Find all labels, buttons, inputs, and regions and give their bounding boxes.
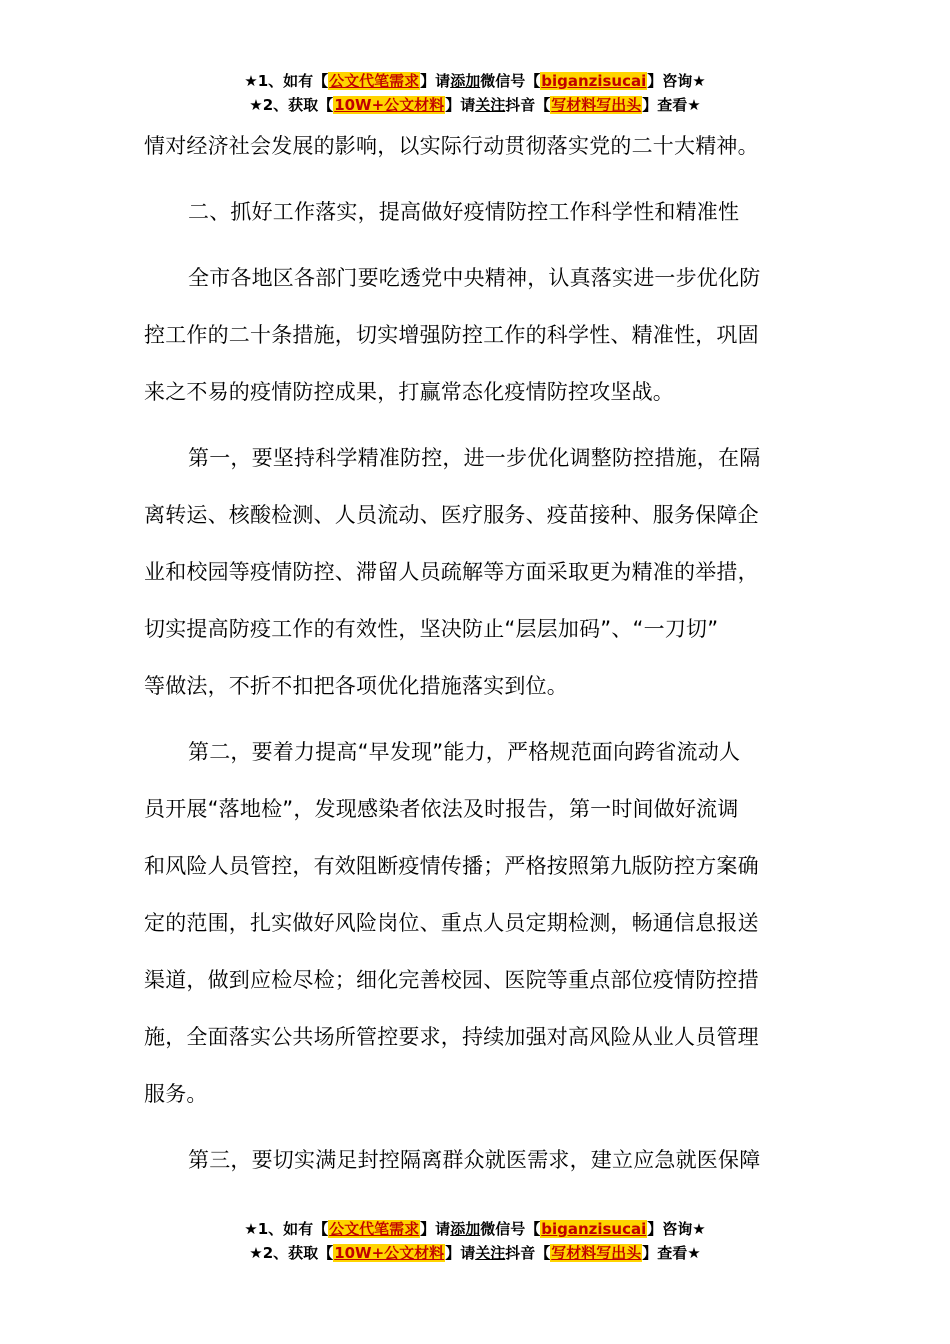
- banner-highlight: 公文代笔需求: [329, 72, 420, 90]
- banner-line-1: [0, 1217, 950, 1241]
- header-banner: [0, 69, 950, 117]
- document-body: [144, 118, 808, 1189]
- banner-text: 】请: [420, 72, 451, 90]
- banner-line-2: [0, 93, 950, 117]
- paragraph: [144, 430, 808, 715]
- text-line: 第三，要切实满足封控隔离群众就医需求，建立应急就医保障: [188, 1148, 761, 1172]
- banner-text: 微信号【: [480, 1220, 541, 1238]
- text-line: 来之不易的疫情防控成果，打赢常态化疫情防控攻坚战。: [144, 380, 674, 404]
- banner-highlight: 写材料写出头: [551, 1244, 642, 1262]
- text-line: 渠道，做到应检尽检；细化完善校园、医院等重点部位疫情防控措: [144, 968, 759, 992]
- section-heading: [144, 184, 808, 241]
- text-line: 控工作的二十条措施，切实增强防控工作的科学性、精准性，巩固: [144, 323, 759, 347]
- banner-text: 】咨询★: [647, 72, 706, 90]
- banner-text: ★1、如有【: [244, 72, 329, 90]
- text-line: 离转运、核酸检测、人员流动、医疗服务、疫苗接种、服务保障企: [144, 503, 759, 527]
- banner-text: 】查看★: [642, 96, 701, 114]
- text-line: 全市各地区各部门要吃透党中央精神，认真落实进一步优化防: [188, 266, 761, 290]
- banner-line-2: [0, 1241, 950, 1265]
- banner-highlight: 10W+公文材料: [334, 96, 445, 114]
- text-line: 施，全面落实公共场所管控要求，持续加强对高风险从业人员管理: [144, 1025, 759, 1049]
- banner-text: 】请: [420, 1220, 451, 1238]
- paragraph: [144, 1132, 808, 1189]
- banner-highlight: 写材料写出头: [551, 96, 642, 114]
- banner-underline: 添加: [450, 72, 481, 90]
- banner-text: 】咨询★: [647, 1220, 706, 1238]
- banner-highlight: 10W+公文材料: [334, 1244, 445, 1262]
- banner-line-1: [0, 69, 950, 93]
- banner-text: 】查看★: [642, 1244, 701, 1262]
- banner-text: 微信号【: [480, 72, 541, 90]
- text-line: 服务。: [144, 1082, 208, 1106]
- text-line: 情对经济社会发展的影响，以实际行动贯彻落实党的二十大精神。: [144, 134, 759, 158]
- banner-text: ★2、获取【: [249, 96, 334, 114]
- banner-text: 】请: [445, 96, 476, 114]
- banner-text: ★2、获取【: [249, 1244, 334, 1262]
- banner-text: 抖音【: [505, 1244, 551, 1262]
- text-line: 二、抓好工作落实，提高做好疫情防控工作科学性和精准性: [188, 200, 740, 224]
- text-line: 和风险人员管控，有效阻断疫情传播；严格按照第九版防控方案确: [144, 854, 759, 878]
- text-line: 等做法，不折不扣把各项优化措施落实到位。: [144, 674, 568, 698]
- text-line: 第二，要着力提高“早发现”能力，严格规范面向跨省流动人: [188, 740, 741, 764]
- banner-underline: 关注: [475, 1244, 506, 1262]
- text-line: 第一，要坚持科学精准防控，进一步优化调整防控措施，在隔: [188, 446, 761, 470]
- banner-underline: 关注: [475, 96, 506, 114]
- banner-highlight: biganzisucai: [541, 72, 647, 90]
- paragraph: [144, 118, 808, 175]
- banner-highlight: 公文代笔需求: [329, 1220, 420, 1238]
- text-line: 定的范围，扎实做好风险岗位、重点人员定期检测，畅通信息报送: [144, 911, 759, 935]
- banner-text: 】请: [445, 1244, 476, 1262]
- text-line: 员开展“落地检”，发现感染者依法及时报告，第一时间做好流调: [144, 797, 739, 821]
- text-line: 切实提高防疫工作的有效性，坚决防止“层层加码”、“一刀切”: [144, 617, 719, 641]
- footer-banner: [0, 1217, 950, 1265]
- paragraph: [144, 250, 808, 421]
- paragraph: [144, 724, 808, 1123]
- text-line: 业和校园等疫情防控、滞留人员疏解等方面采取更为精准的举措，: [144, 560, 759, 584]
- banner-text: 抖音【: [505, 96, 551, 114]
- banner-highlight: biganzisucai: [541, 1220, 647, 1238]
- banner-text: ★1、如有【: [244, 1220, 329, 1238]
- banner-underline: 添加: [450, 1220, 481, 1238]
